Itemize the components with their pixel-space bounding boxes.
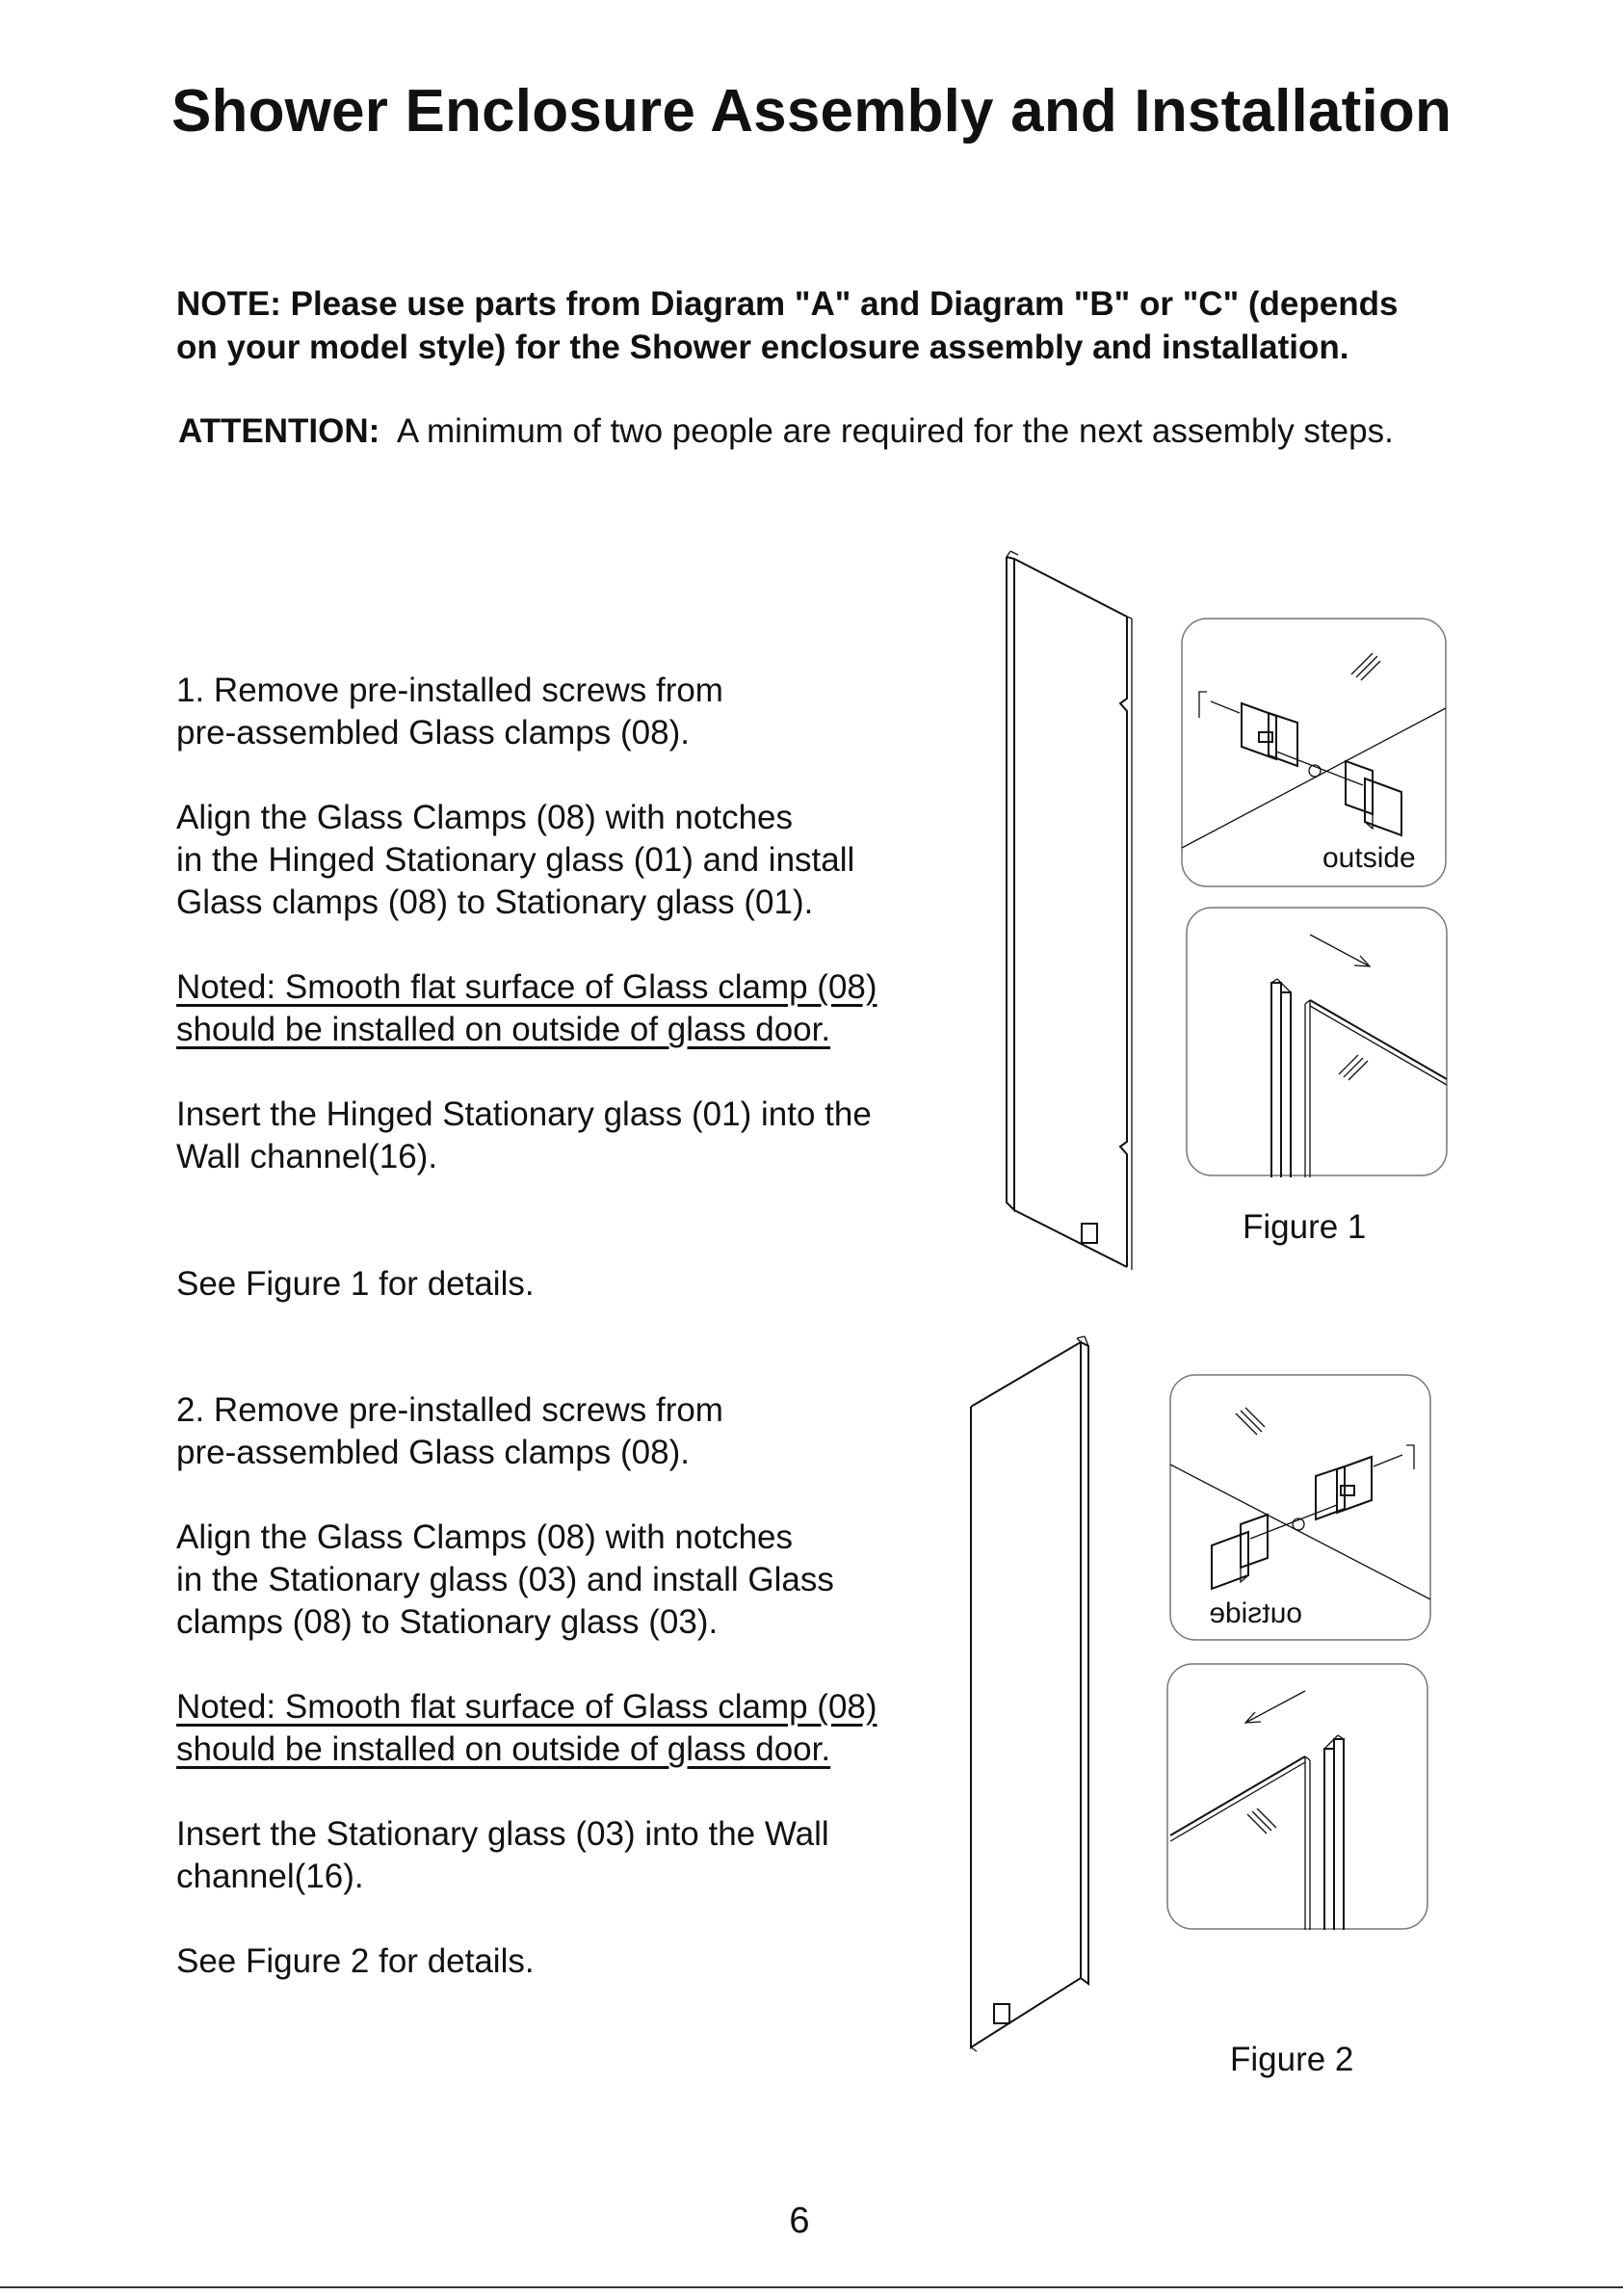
text-line: See Figure 2 for details. [176,1942,535,1980]
figure1-channel-detail [1185,906,1450,1180]
text-line: Align the Glass Clamps (08) with notches [176,799,793,836]
text-line: Align the Glass Clamps (08) with notches [176,1518,793,1556]
text-line: should be installed on outside of glass door. [176,1730,831,1768]
page-number: 6 [789,2201,810,2241]
text-line: 2. Remove pre-installed screws from [176,1391,723,1429]
figure1-caption: Figure 1 [1243,1208,1367,1246]
step1-remove-screws [176,670,947,754]
step2-insert-glass [176,1813,947,1898]
text-line: Insert the Stationary glass (03) into the Wall [176,1815,829,1853]
step2-noted [176,1686,947,1771]
step2-align-clamps [176,1517,947,1644]
text-line: in the Hinged Stationary glass (01) and install [176,841,855,879]
step2-remove-screws [176,1389,947,1474]
figure1-glass-panel [997,549,1141,1272]
text-line: pre-assembled Glass clamps (08). [176,714,690,752]
text-line: clamps (08) to Stationary glass (03). [176,1603,719,1641]
figure2-glass-panel [963,1334,1098,2052]
text-line: Noted: Smooth flat surface of Glass clamp (08) [176,968,877,1006]
page-title: Shower Enclosure Assembly and Installation [170,78,1453,145]
bottom-rule [0,2286,1623,2288]
figure1-outside-label: outside [1322,842,1416,874]
text-line: pre-assembled Glass clamps (08). [176,1434,690,1471]
text-line: Noted: Smooth flat surface of Glass clamp (08) [176,1688,877,1726]
step1-noted [176,966,947,1051]
note-line: NOTE: Please use parts from Diagram "A" and Diagram "B" or "C" (depends [176,285,1399,323]
note-line: on your model style) for the Shower enclosure assembly and installation. [176,329,1349,366]
figure2-outside-label-mirrored: outside [1209,1597,1302,1629]
attention-body: A minimum of two people are required for the next assembly steps. [396,412,1394,450]
figure2-caption: Figure 2 [1230,2041,1354,2078]
attention-text [178,409,1546,453]
text-line: See Figure 1 for details. [176,1265,535,1303]
text-line: channel(16). [176,1858,364,1895]
text-line: in the Stationary glass (03) and install Glass [176,1561,834,1598]
step1-insert-glass [176,1094,947,1178]
attention-label: ATTENTION: [178,412,380,450]
step1-align-clamps [176,797,947,924]
text-line: Insert the Hinged Stationary glass (01) into the [176,1095,872,1133]
step2-see-figure [176,1940,947,1983]
text-line: Wall channel(16). [176,1138,438,1175]
text-line: 1. Remove pre-installed screws from [176,672,723,709]
figure2-channel-detail [1165,1662,1430,1932]
note-text [176,282,1525,369]
text-line: Glass clamps (08) to Stationary glass (01). [176,884,814,921]
step1-see-figure [176,1263,947,1306]
text-line: should be installed on outside of glass door. [176,1011,831,1048]
